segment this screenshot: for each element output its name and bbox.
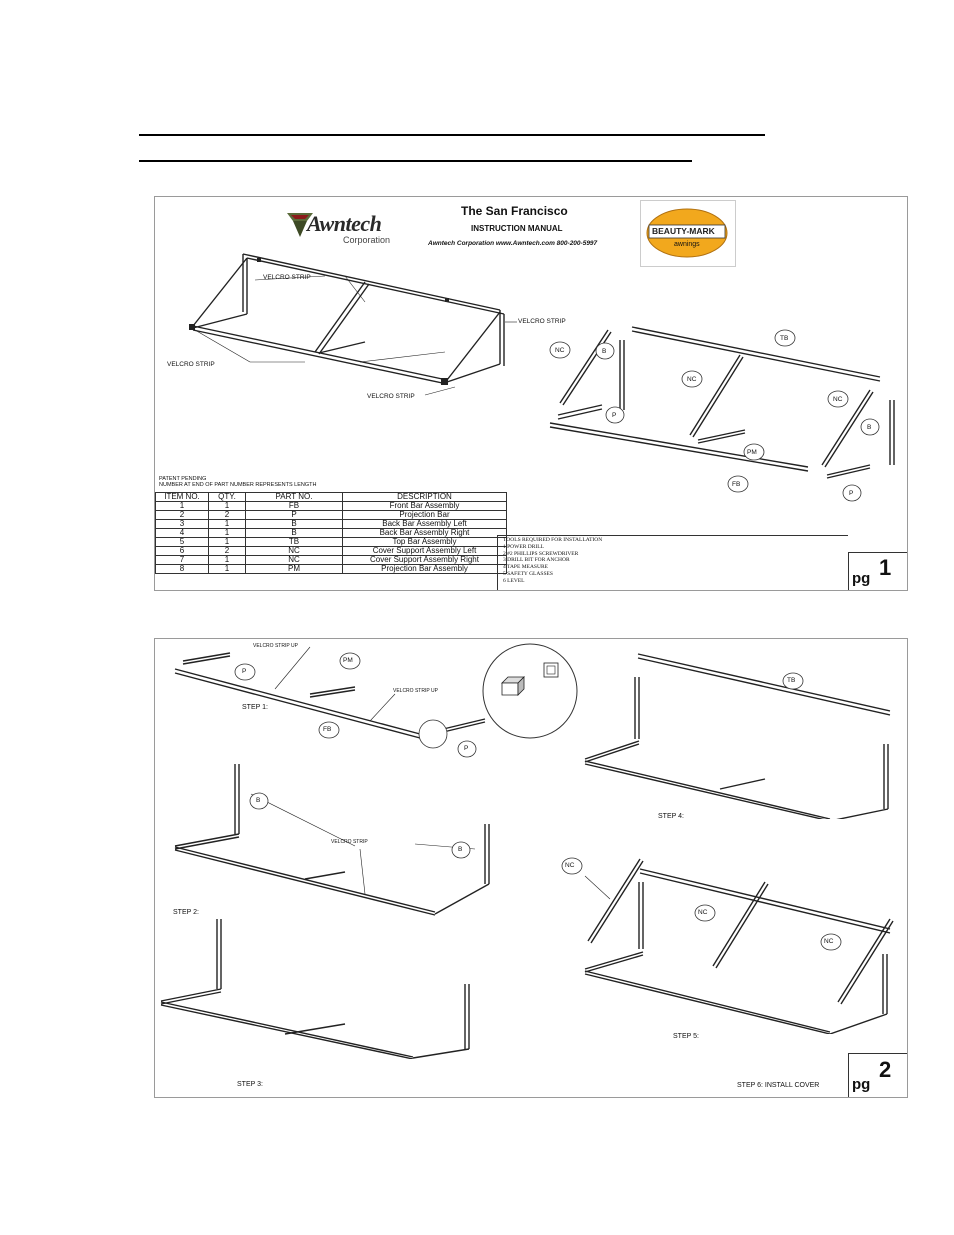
table-row: 6 2 NC Cover Support Assembly Left xyxy=(156,547,507,556)
callout-tb-label: TB xyxy=(780,335,789,342)
page-number-box xyxy=(848,552,907,590)
callout-nc-1-label: NC xyxy=(555,347,565,354)
step-3-drawing xyxy=(155,914,495,1059)
step-2-label: STEP 2: xyxy=(173,909,199,916)
header-rule-top xyxy=(139,134,765,136)
velcro-strip-label-2: VELCRO STRIP xyxy=(518,318,566,325)
table-row: 3 1 B Back Bar Assembly Left xyxy=(156,520,507,529)
tool-item: 5 SAFETY GLASSES xyxy=(503,570,553,577)
tool-item: 4 TAPE MEASURE xyxy=(503,564,548,571)
tools-list xyxy=(503,537,602,585)
step2-callout-b-2: B xyxy=(458,846,463,853)
col-item-no: ITEM NO. xyxy=(156,493,209,502)
page-label: pg xyxy=(852,1076,871,1093)
velcro-strip-label-4: VELCRO STRIP xyxy=(367,393,415,400)
step5-callout-nc-1: NC xyxy=(565,862,575,869)
corner-cap-icon xyxy=(441,378,448,385)
col-part-no: PART NO. xyxy=(246,493,343,502)
bracket-icon xyxy=(445,298,449,302)
manual-title: The San Francisco xyxy=(461,204,568,218)
bracket-icon xyxy=(257,258,261,262)
parts-table xyxy=(155,492,507,574)
table-row: 7 1 NC Cover Support Assembly Right xyxy=(156,556,507,565)
tool-item: 2 #2 PHILLIPS SCREWDRIVER xyxy=(503,550,579,557)
detail-zoom-drawing xyxy=(480,641,580,741)
callout-p-1-label: P xyxy=(612,412,617,419)
beauty-mark-wordmark: BEAUTY-MARK xyxy=(652,226,715,236)
step-3-label: STEP 3: xyxy=(237,1081,263,1088)
part-number-note: NUMBER AT END OF PART NUMBER REPRESENTS LENGTH xyxy=(159,482,317,488)
table-row: 5 1 TB Top Bar Assembly xyxy=(156,538,507,547)
step-4-drawing xyxy=(580,649,900,819)
velcro-strip-up-label-2: VELCRO STRIP UP xyxy=(393,688,438,694)
manual-subtitle: INSTRUCTION MANUAL xyxy=(471,224,563,233)
instruction-page-2 xyxy=(154,638,908,1098)
beauty-mark-awnings-label: awnings xyxy=(674,241,700,248)
callout-nc-2-label: NC xyxy=(687,376,697,383)
step1-callout-pm: PM xyxy=(343,657,353,664)
step-1-label: STEP 1: xyxy=(242,704,268,711)
manual-contact: Awntech Corporation www.Awntech.com 800-200-5997 xyxy=(428,240,598,247)
tools-title: TOOLS REQUIRED FOR INSTALLATION xyxy=(503,537,603,543)
tool-item: 3 DRILL BIT FOR ANCHOR xyxy=(503,557,570,564)
step-6-label: STEP 6: INSTALL COVER xyxy=(737,1082,820,1089)
step2-callout-b-1: B xyxy=(256,797,261,804)
top-bar-line xyxy=(243,254,500,310)
step-4-label: STEP 4: xyxy=(658,813,684,820)
page-number: 1 xyxy=(879,555,892,580)
table-row: 1 1 FB Front Bar Assembly xyxy=(156,502,507,511)
table-row: 2 2 P Projection Bar xyxy=(156,511,507,520)
awntech-logo xyxy=(285,205,405,245)
step5-callout-nc-3: NC xyxy=(824,938,834,945)
step-5-label: STEP 5: xyxy=(673,1033,699,1040)
callout-circles-p1 xyxy=(540,315,900,505)
beauty-mark-logo xyxy=(640,200,736,267)
col-qty: QTY. xyxy=(209,493,246,502)
callout-p-2-label: P xyxy=(849,490,854,497)
callout-pm-label: PM xyxy=(747,449,757,456)
patent-pending-note: PATENT PENDING xyxy=(159,476,207,482)
instruction-page-1 xyxy=(154,196,908,591)
step1-callout-p: P xyxy=(242,668,247,675)
awntech-corporation-label: Corporation xyxy=(343,235,391,245)
col-description: DESCRIPTION xyxy=(343,493,507,502)
page-label: pg xyxy=(852,570,871,587)
velcro-strip-label-1: VELCRO STRIP xyxy=(263,274,311,281)
corner-cap-icon xyxy=(189,324,195,330)
page-number: 2 xyxy=(879,1057,892,1082)
awntech-wordmark: Awntech xyxy=(307,211,382,236)
step1-callout-p-2: P xyxy=(464,745,469,752)
step-5-drawing xyxy=(555,854,900,1034)
callout-b-2-label: B xyxy=(867,424,872,431)
header-rule-bottom xyxy=(139,160,692,162)
table-row: 8 1 PM Projection Bar Assembly xyxy=(156,565,507,574)
velcro-strip-up-label-1: VELCRO STRIP UP xyxy=(253,643,298,649)
assembled-frame-drawing xyxy=(155,242,535,412)
callout-nc-3-label: NC xyxy=(833,396,843,403)
step5-callout-nc-2: NC xyxy=(698,909,708,916)
page-number-box xyxy=(848,1053,907,1097)
callout-fb-label: FB xyxy=(732,481,741,488)
step4-callout-tb: TB xyxy=(787,677,796,684)
velcro-strip-label-step2: VELCRO STRIP xyxy=(331,839,368,845)
tool-item: 6 LEVEL xyxy=(503,577,525,584)
callout-b-1-label: B xyxy=(602,348,607,355)
velcro-strip-label-3: VELCRO STRIP xyxy=(167,361,215,368)
step1-callout-fb: FB xyxy=(323,726,332,733)
table-row: 4 1 B Back Bar Assembly Right xyxy=(156,529,507,538)
tool-item: 1 POWER DRILL xyxy=(503,543,544,550)
